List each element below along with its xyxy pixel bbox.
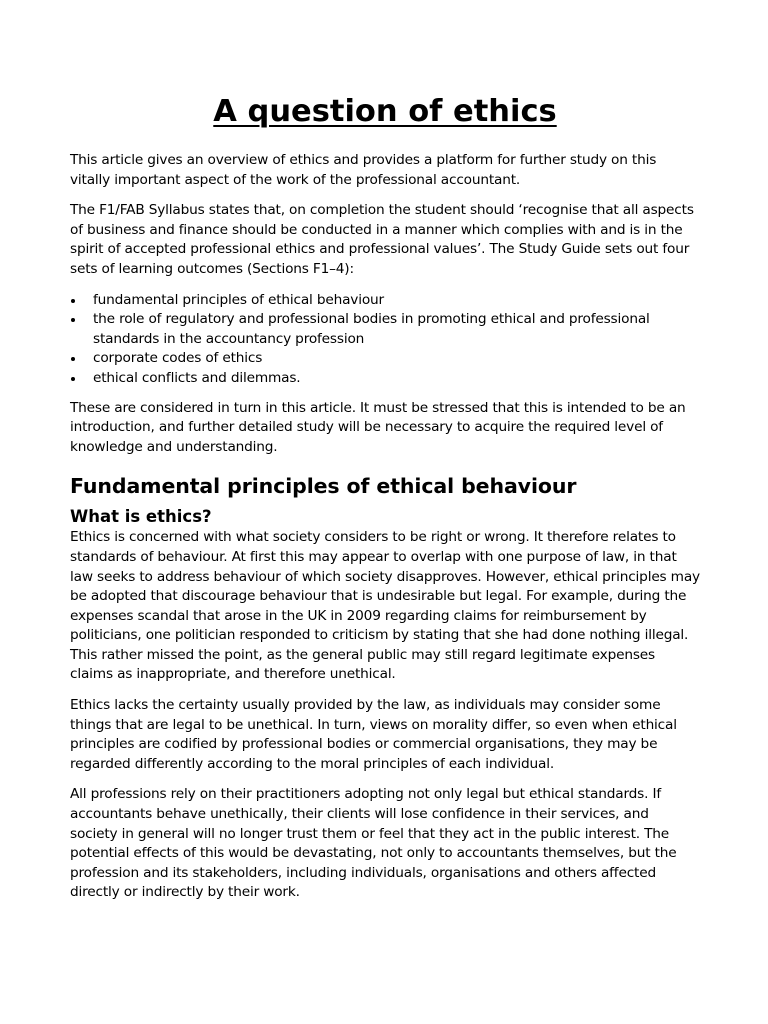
closing-intro-paragraph: These are considered in turn in this article. It must be stressed that this is intended to be an introduction, and further detailed study will be necessary to acquire the required level of knowledge and understanding.: [70, 399, 686, 455]
article-body: [70, 92, 700, 914]
syllabus-paragraph: The F1/FAB Syllabus states that, on completion the student should ‘recognise that all aspects of business and finance should be conducted in a manner which complies with and is in the spirit of accepted professional ethics and professional values’. The Study Guide sets out four sets of learning outcomes (Sections F1–4):: [70, 202, 694, 277]
body-paragraph: Ethics lacks the certainty usually provided by the law, as individuals may consider some things that are legal to be unethical. In turn, views on morality differ, so even when ethical principles are codified by professional bodies or commercial organisations, they may be regarded differently according to the moral principles of each individual.: [70, 697, 677, 772]
list-item: fundamental principles of ethical behaviour: [70, 291, 700, 311]
subsection-heading: What is ethics?: [70, 507, 212, 527]
section-heading: Fundamental principles of ethical behaviour: [70, 474, 577, 499]
document-title: A question of ethics: [213, 94, 557, 129]
body-paragraph: Ethics is concerned with what society considers to be right or wrong. It therefore relates to standards of behaviour. At first this may appear to overlap with one purpose of law, in that law seeks to address behaviour of which society disapproves. However, ethical principles may be adopted that discourage behaviour that is undesirable but legal. For example, during the expenses scandal that arose in the UK in 2009 regarding claims for reimbursement by politicians, one politician responded to criticism by stating that she had done nothing illegal. This rather missed the point, as the general public may still regard legitimate expenses claims as inappropriate, and therefore unethical.: [70, 529, 700, 683]
intro-paragraph: This article gives an overview of ethics and provides a platform for further study on this vitally important aspect of the work of the professional accountant.: [70, 152, 657, 188]
list-item: corporate codes of ethics: [70, 349, 700, 369]
learning-outcomes-list: [70, 291, 700, 389]
list-item: the role of regulatory and professional bodies in promoting ethical and professional standards in the accountancy profession: [70, 310, 700, 349]
body-paragraph: All professions rely on their practitioners adopting not only legal but ethical standards. If accountants behave unethically, their clients will lose confidence in their services, and society in general will no longer trust them or feel that they act in the public interest. The potential effects of this would be devastating, not only to accountants themselves, but the profession and its stakeholders, including individuals, organisations and others affected directly or indirectly by their work.: [70, 786, 677, 901]
list-item: ethical conflicts and dilemmas.: [70, 369, 700, 389]
